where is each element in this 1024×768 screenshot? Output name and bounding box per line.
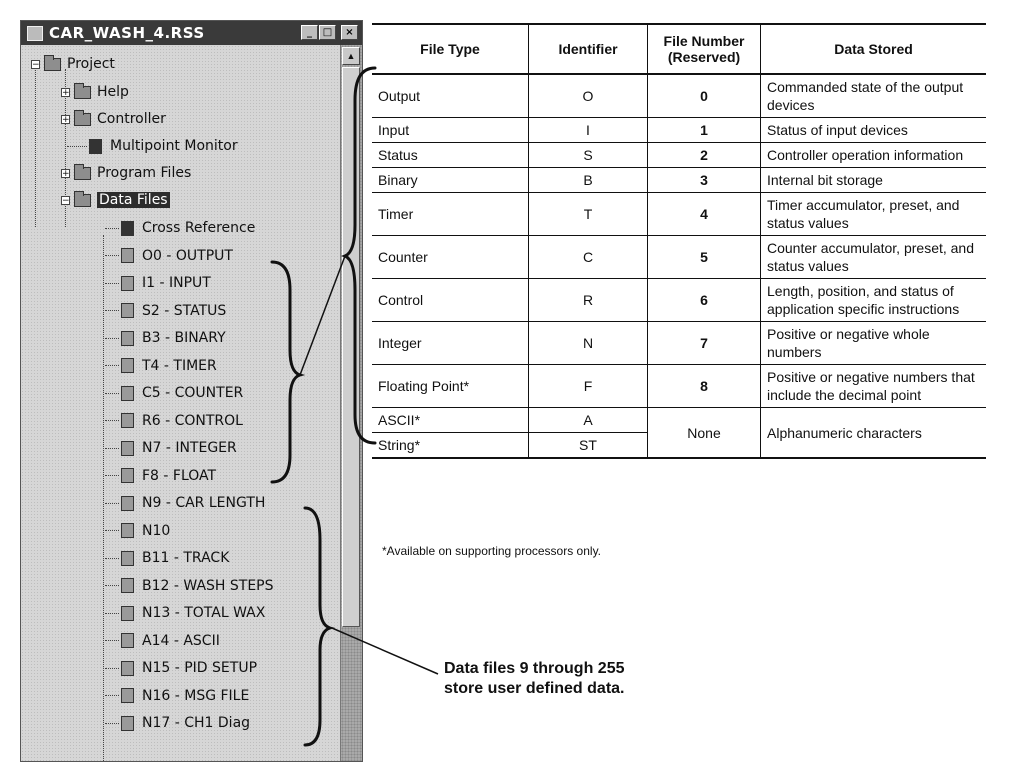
expand-icon[interactable]: + bbox=[62, 87, 70, 98]
cell-identifier: R bbox=[529, 279, 648, 322]
cell-data-stored: Controller operation information bbox=[761, 143, 987, 168]
tree-node-label: N10 bbox=[142, 522, 171, 539]
tree-node-label: N7 - INTEGER bbox=[142, 440, 237, 456]
collapse-icon[interactable]: − bbox=[62, 195, 70, 206]
tree-node-label: Program Files bbox=[97, 165, 192, 181]
collapse-icon[interactable]: − bbox=[32, 59, 40, 70]
cell-file-number: 7 bbox=[648, 322, 761, 365]
cell-identifier: A bbox=[529, 408, 648, 433]
tree-node-label: I1 - INPUT bbox=[142, 275, 211, 291]
cell-identifier: O bbox=[529, 74, 648, 118]
cell-file-type: Counter bbox=[372, 236, 529, 279]
callout-line-2: store user defined data. bbox=[444, 680, 625, 697]
header-file-number-line1: File Number bbox=[663, 33, 745, 49]
tree-node-label: Controller bbox=[97, 111, 166, 127]
brace-predefined-files bbox=[272, 262, 300, 482]
tree-node-label: Multipoint Monitor bbox=[110, 138, 238, 154]
tree-node-label: Project bbox=[67, 56, 115, 72]
cell-file-type: Floating Point* bbox=[372, 365, 529, 408]
tree-node-label: Cross Reference bbox=[142, 220, 256, 236]
cell-file-number: None bbox=[648, 408, 761, 459]
cell-file-type: ASCII* bbox=[372, 408, 529, 433]
cell-file-number: 6 bbox=[648, 279, 761, 322]
cell-file-number: 0 bbox=[648, 74, 761, 118]
header-file-type: File Type bbox=[372, 24, 529, 74]
tree-node-label: A14 - ASCII bbox=[142, 632, 220, 649]
cell-data-stored: Commanded state of the output devices bbox=[761, 74, 987, 118]
cell-data-stored: Positive or negative whole numbers bbox=[761, 322, 987, 365]
cell-identifier: S bbox=[529, 143, 648, 168]
header-data-stored: Data Stored bbox=[761, 24, 987, 74]
tree-node-label: T4 - TIMER bbox=[142, 357, 217, 374]
expand-icon[interactable]: + bbox=[62, 168, 70, 179]
cell-file-type: Timer bbox=[372, 193, 529, 236]
callout-line-1: Data files 9 through 255 bbox=[444, 660, 625, 677]
cell-file-type: Input bbox=[372, 118, 529, 143]
cell-identifier: I bbox=[529, 118, 648, 143]
cell-identifier: F bbox=[529, 365, 648, 408]
footnote: *Available on supporting processors only. bbox=[382, 544, 602, 558]
cell-file-type: Status bbox=[372, 143, 529, 168]
tree-node-label: R6 - CONTROL bbox=[142, 412, 243, 429]
tree-node-label: Help bbox=[97, 84, 129, 100]
tree-node-label: Data Files bbox=[99, 192, 168, 208]
cell-file-number: 1 bbox=[648, 118, 761, 143]
tree-node-label: F8 - FLOAT bbox=[142, 467, 217, 484]
cell-data-stored: Counter accumulator, preset, and status values bbox=[761, 236, 987, 279]
tree-node-label: N13 - TOTAL WAX bbox=[142, 605, 266, 621]
cell-identifier: N bbox=[529, 322, 648, 365]
tree-node-label: N17 - CH1 Diag bbox=[142, 715, 251, 731]
header-file-number-line2: (Reserved) bbox=[667, 49, 741, 65]
tree-node-label: C5 - COUNTER bbox=[142, 385, 244, 401]
tree-node-label: B12 - WASH STEPS bbox=[142, 577, 274, 594]
cell-file-type: Binary bbox=[372, 168, 529, 193]
window-title: CAR_WASH_4.RSS bbox=[49, 24, 205, 42]
cell-file-number: 8 bbox=[648, 365, 761, 408]
cell-data-stored: Status of input devices bbox=[761, 118, 987, 143]
cell-data-stored: Length, position, and status of application specific instructions bbox=[761, 279, 987, 322]
maximize-button[interactable]: □ bbox=[319, 25, 336, 40]
cell-file-type: Output bbox=[372, 74, 529, 118]
cell-data-stored: Positive or negative numbers that include the decimal point bbox=[761, 365, 987, 408]
cell-file-number: 4 bbox=[648, 193, 761, 236]
cell-file-type: Integer bbox=[372, 322, 529, 365]
cell-file-type: String* bbox=[372, 433, 529, 459]
cell-file-number: 5 bbox=[648, 236, 761, 279]
header-identifier: Identifier bbox=[529, 24, 648, 74]
cell-file-number: 2 bbox=[648, 143, 761, 168]
pointer-line bbox=[300, 256, 345, 375]
close-button[interactable]: × bbox=[341, 25, 358, 40]
tree-node-label: S2 - STATUS bbox=[142, 302, 227, 319]
tree-node-label: N15 - PID SETUP bbox=[142, 660, 258, 676]
tree-node-label: N9 - CAR LENGTH bbox=[142, 495, 266, 511]
cell-identifier: T bbox=[529, 193, 648, 236]
cell-data-stored: Timer accumulator, preset, and status values bbox=[761, 193, 987, 236]
cell-identifier: ST bbox=[529, 433, 648, 459]
cell-file-number: 3 bbox=[648, 168, 761, 193]
expand-icon[interactable]: + bbox=[62, 114, 70, 125]
brace-table-rows bbox=[345, 68, 375, 443]
minimize-button[interactable]: _ bbox=[301, 25, 318, 40]
tree-node-label: B11 - TRACK bbox=[142, 550, 230, 566]
tree-node-label: O0 - OUTPUT bbox=[142, 247, 233, 264]
tree-node-label: B3 - BINARY bbox=[142, 330, 226, 346]
cell-data-stored: Internal bit storage bbox=[761, 168, 987, 193]
pointer-line bbox=[332, 628, 438, 674]
brace-user-files bbox=[305, 508, 330, 745]
scroll-up-arrow-icon[interactable]: ▲ bbox=[342, 47, 360, 65]
cell-file-type: Control bbox=[372, 279, 529, 322]
cell-identifier: B bbox=[529, 168, 648, 193]
tree-node-label: N16 - MSG FILE bbox=[142, 687, 250, 704]
cell-data-stored: Alphanumeric characters bbox=[761, 408, 987, 459]
cell-identifier: C bbox=[529, 236, 648, 279]
